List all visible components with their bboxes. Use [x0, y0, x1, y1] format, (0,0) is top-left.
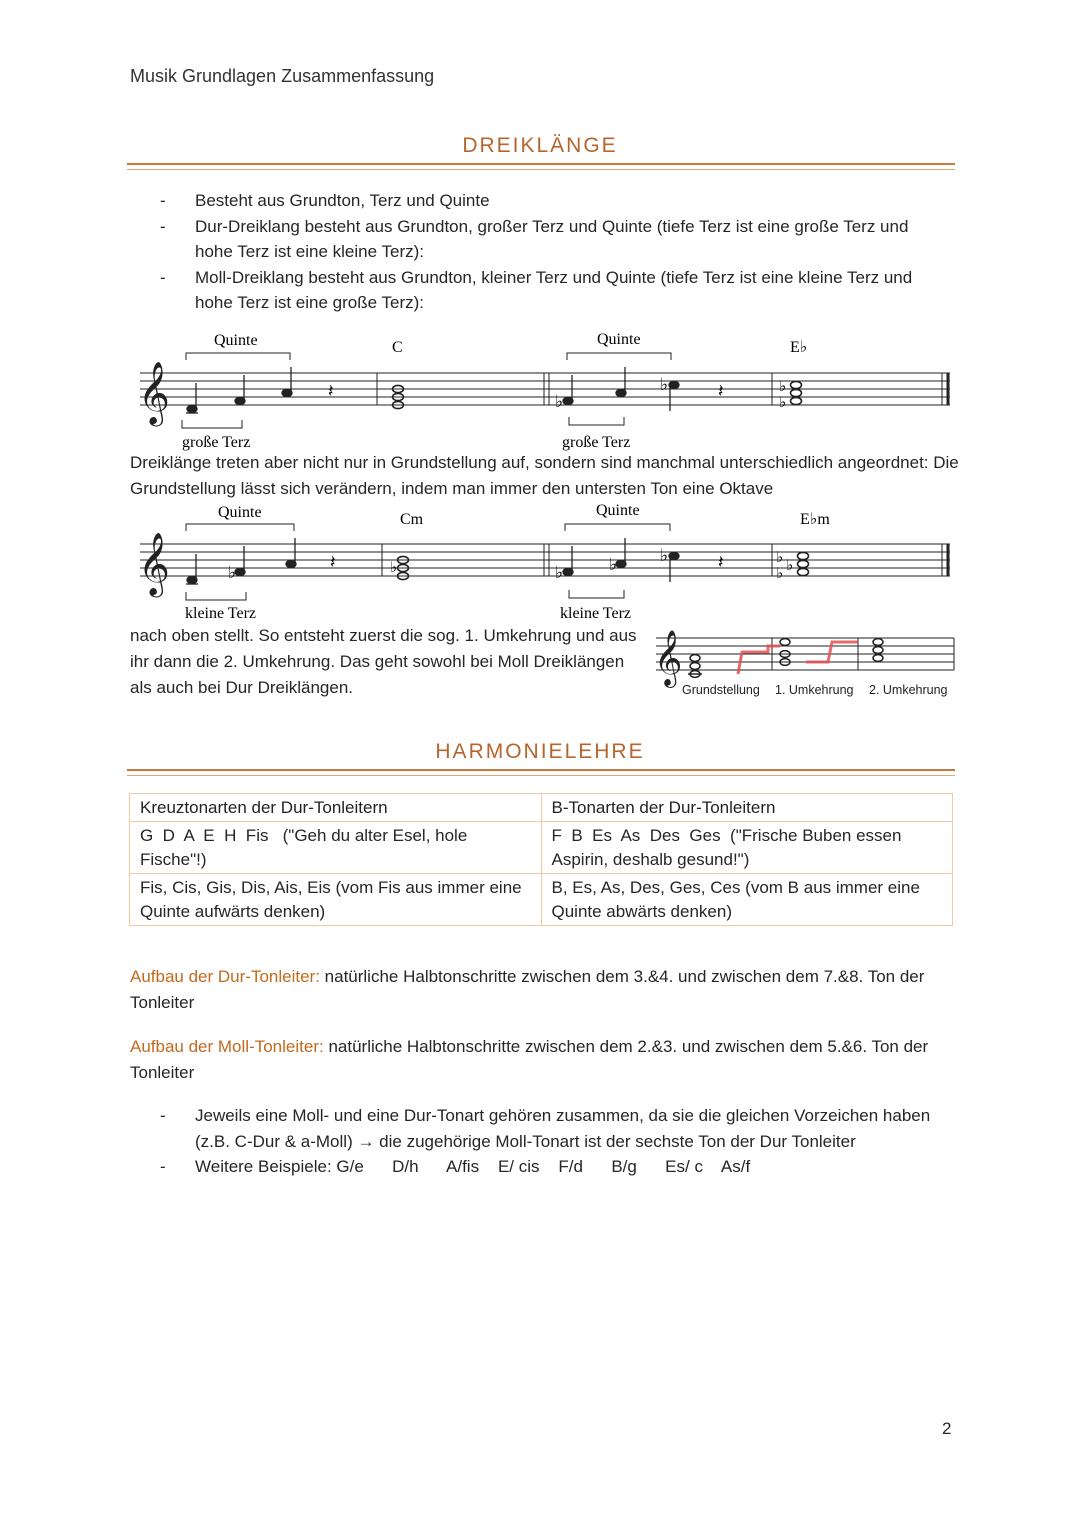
- label-grundstellung: Grundstellung: [682, 683, 760, 697]
- bullet-list-harmonielehre: [160, 1103, 950, 1180]
- label-quinte: Quinte: [214, 332, 258, 349]
- bullet-list-dreiklaenge: [160, 188, 950, 316]
- page-header: Musik Grundlagen Zusammenfassung: [130, 66, 435, 86]
- list-item: - Moll-Dreiklang besteht aus Grundton, kleiner Terz und Quinte (tiefe Terz ist eine kleine Terz und hohe Terz ist eine große Terz):: [160, 265, 950, 316]
- list-item: - Dur-Dreiklang besteht aus Grundton, großer Terz und Quinte (tiefe Terz ist eine große Terz und hohe Terz ist eine kleine Terz):: [160, 214, 950, 265]
- label-terz: große Terz: [182, 434, 251, 451]
- flat-icon: ♭: [776, 566, 784, 582]
- table-cell: F B Es As Des Ges ("Frische Buben essen Aspirin, deshalb gesund!"): [541, 822, 953, 874]
- section-title-harmonielehre: HARMONIELEHRE: [435, 740, 645, 763]
- list-item: - Besteht aus Grundton, Terz und Quinte: [160, 188, 950, 214]
- table-header-row: [130, 794, 953, 822]
- flat-icon: ♭: [660, 546, 669, 565]
- moll-scale-label: Aufbau der Moll-Tonleiter:: [130, 1037, 324, 1056]
- section-rule: [127, 769, 955, 776]
- dur-scale-label: Aufbau der Dur-Tonleiter:: [130, 967, 320, 986]
- whole-note: [798, 568, 809, 575]
- section-title-dreiklaenge: DREIKLÄNGE: [462, 134, 618, 157]
- table-header: B-Tonarten der Dur-Tonleitern: [541, 794, 953, 822]
- whole-note: [791, 389, 802, 396]
- flat-icon: ♭: [786, 558, 794, 574]
- label-2-umkehrung: 2. Umkehrung: [869, 683, 948, 697]
- table-cell: G D A E H Fis ("Geh du alter Esel, hole Fische"!): [130, 822, 542, 874]
- flat-icon: ♭: [660, 375, 669, 394]
- key-signature-table: [129, 793, 953, 926]
- flat-icon: ♭: [228, 563, 237, 582]
- table-row: [130, 874, 953, 926]
- label-quinte: Quinte: [597, 331, 641, 348]
- flat-icon: ♭: [390, 560, 398, 576]
- page-number: 2: [942, 1419, 952, 1438]
- bullet-text: Dur-Dreiklang besteht aus Grundton, großer Terz und Quinte (tiefe Terz ist eine große Terz und hohe Terz ist eine kleine Terz):: [195, 216, 909, 261]
- paragraph-inversion-intro: Dreiklänge treten aber nicht nur in Grundstellung auf, sondern sind manchmal unterschiedlich angeordnet: Die Grundstellung lässt sich verändern, indem man immer den untersten Ton eine Oktave: [130, 453, 959, 498]
- paragraph-dur-scale: [130, 964, 960, 1016]
- quarter-rest-icon: 𝄽: [718, 381, 724, 401]
- label-quinte: Quinte: [218, 504, 262, 521]
- treble-clef-icon: 𝄞: [654, 632, 683, 685]
- table-header: Kreuztonarten der Dur-Tonleitern: [130, 794, 542, 822]
- whole-note: [798, 560, 809, 567]
- whole-note: [798, 552, 809, 559]
- quarter-rest-icon: 𝄽: [330, 552, 336, 572]
- treble-clef-icon: 𝄞: [138, 363, 170, 423]
- bullet-text: Jeweils eine Moll- und eine Dur-Tonart gehören zusammen, da sie die gleichen Vorzeichen haben (z.B. C-Dur & a-Moll) → die zugehörige Moll-Tonart ist der sechste Ton der Dur Tonleiter: [195, 1106, 931, 1151]
- paragraph-inversion-explanation: nach oben stellt. So entsteht zuerst die sog. 1. Umkehrung und aus ihr dann die 2. Umkehrung. Das geht sowohl bei Moll Dreiklängen als auch bei Dur Dreiklängen.: [130, 626, 637, 697]
- chord-symbol: E♭m: [800, 511, 830, 528]
- chord-symbol: Cm: [400, 511, 424, 528]
- label-terz: kleine Terz: [560, 605, 631, 622]
- label-quinte: Quinte: [596, 502, 640, 519]
- flat-icon: ♭: [555, 563, 564, 582]
- quarter-rest-icon: 𝄽: [328, 381, 334, 401]
- chord-symbol: E♭: [790, 339, 808, 356]
- whole-note: [791, 397, 802, 404]
- table-row: [130, 822, 953, 874]
- moll-scale-text: natürliche Halbtonschritte zwischen dem 2.&3. und zwischen dem 5.&6. Ton der Tonleiter: [130, 1037, 929, 1082]
- paragraph-moll-scale: [130, 1034, 960, 1086]
- quarter-rest-icon: 𝄽: [718, 552, 724, 572]
- flat-icon: ♭: [779, 395, 787, 411]
- table-cell: Fis, Cis, Gis, Dis, Ais, Eis (vom Fis aus immer eine Quinte aufwärts denken): [130, 874, 542, 926]
- bullet-text: Moll-Dreiklang besteht aus Grundton, kleiner Terz und Quinte (tiefe Terz ist eine kleine Terz und hohe Terz ist eine große Terz):: [195, 267, 913, 312]
- list-item: - Jeweils eine Moll- und eine Dur-Tonart gehören zusammen, da sie die gleichen Vorzeichen haben (z.B. C-Dur & a-Moll) → die zugehörige Moll-Tonart ist der sechste Ton der Dur Tonleiter: [160, 1103, 950, 1154]
- treble-clef-icon: 𝄞: [138, 534, 170, 594]
- section-rule: [127, 163, 955, 170]
- whole-note: [791, 381, 802, 388]
- chord-symbol: C: [392, 339, 403, 356]
- bullet-text: Besteht aus Grundton, Terz und Quinte: [195, 191, 490, 210]
- staff-major-triads: [130, 325, 960, 453]
- label-terz: kleine Terz: [185, 605, 256, 622]
- flat-icon: ♭: [776, 550, 784, 566]
- inversion-diagram: [650, 622, 960, 704]
- list-item: - Weitere Beispiele: G/e D/h A/fis E/ cis F/d B/g Es/ c As/f: [160, 1154, 950, 1180]
- flat-icon: ♭: [609, 555, 618, 574]
- flat-icon: ♭: [555, 392, 564, 411]
- dur-scale-text: natürliche Halbtonschritte zwischen dem 3.&4. und zwischen dem 7.&8. Ton der Tonleiter: [130, 967, 925, 1012]
- staff-minor-triads: [130, 500, 960, 624]
- flat-icon: ♭: [779, 379, 787, 395]
- label-terz: große Terz: [562, 434, 631, 451]
- label-1-umkehrung: 1. Umkehrung: [775, 683, 854, 697]
- bullet-text: Weitere Beispiele: G/e D/h A/fis E/ cis F/d B/g Es/ c As/f: [195, 1157, 751, 1176]
- table-cell: B, Es, As, Des, Ges, Ces (vom B aus immer eine Quinte abwärts denken): [541, 874, 953, 926]
